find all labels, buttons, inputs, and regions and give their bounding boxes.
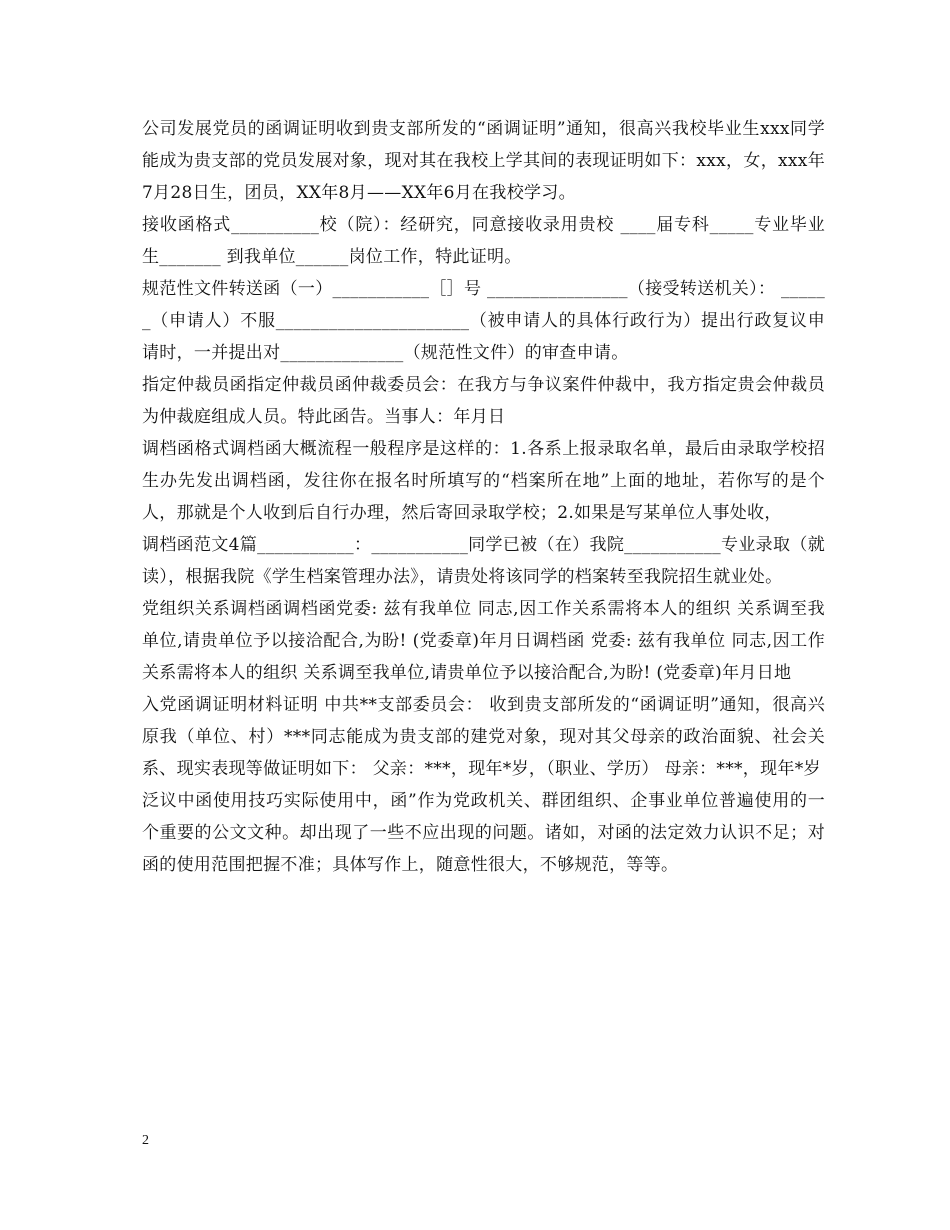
paragraph-party-admission-certificate: 入党函调证明材料证明 中共**支部委员会： 收到贵支部所发的“函调证明”通知，很高兴原我（单位、村）***同志能成为贵支部的建党对象，现对其父母亲的政治面貌、社会关系、现实表现等做证明如下： 父亲：***，现年*岁，（职业、学历） 母亲：***，现年*岁	[142, 695, 825, 779]
paragraph-letter-usage-tips: 泛议中函使用技巧实际使用中，函”作为党政机关、群团组织、企事业单位普遍使用的一个重要的公文文种。却出现了一些不应出现的问题。诸如，对函的法定效力认识不足；对函的使用范围把握不准；具体写作上，随意性很大，不够规范，等等。	[142, 791, 825, 875]
paragraph-normative-document-transfer: 规范性文件转送函（一）___________［］号 ________________（接受转送机关）： ______（申请人）不服______________________（被申请人的具体行政行为）提出行政复议申请时，一并提出对______________（规范性文件）的审查申请。	[142, 279, 825, 363]
paragraph-party-member-certificate: 公司发展党员的函调证明收到贵支部所发的“函调证明”通知，很高兴我校毕业生xxx同学能成为贵支部的党员发展对象，现对其在我校上学其间的表现证明如下：xxx，女，xxx年7月28日生，团员，XX年8月——XX年6月在我校学习。	[142, 119, 825, 203]
paragraph-arbitrator-appointment: 指定仲裁员函指定仲裁员函仲裁委员会：在我方与争议案件仲裁中，我方指定贵会仲裁员为仲裁庭组成人员。特此函告。当事人：年月日	[142, 375, 825, 427]
page-number: 2	[142, 1133, 149, 1148]
paragraph-party-relation-transfer: 党组织关系调档函调档函党委: 兹有我单位 同志,因工作关系需将本人的组织 关系调至我单位,请贵单位予以接洽配合,为盼! (党委章)年月日调档函 党委: 兹有我单位 同志,因工作关系需将本人的组织 关系调至我单位,请贵单位予以接洽配合,为盼! (党委章)年月日地	[142, 599, 825, 683]
paragraph-file-transfer-samples: 调档函范文4篇___________：___________同学已被（在）我院___________专业录取（就读），根据我院《学生档案管理办法》，请贵处将该同学的档案转至我院招生就业处。	[142, 535, 825, 587]
paragraph-file-transfer-format: 调档函格式调档函大概流程一般程序是这样的：1.各系上报录取名单，最后由录取学校招生办先发出调档函，发往你在报名时所填写的“档案所在地”上面的地址，若你写的是个人，那就是个人收到后自行办理，然后寄回录取学校；2.如果是写某单位人事处收，	[142, 439, 825, 523]
paragraph-acceptance-letter: 接收函格式__________校（院）：经研究，同意接收录用贵校 ____届专科_____专业毕业生_______ 到我单位______岗位工作，特此证明。	[142, 215, 825, 267]
document-body	[142, 113, 825, 881]
